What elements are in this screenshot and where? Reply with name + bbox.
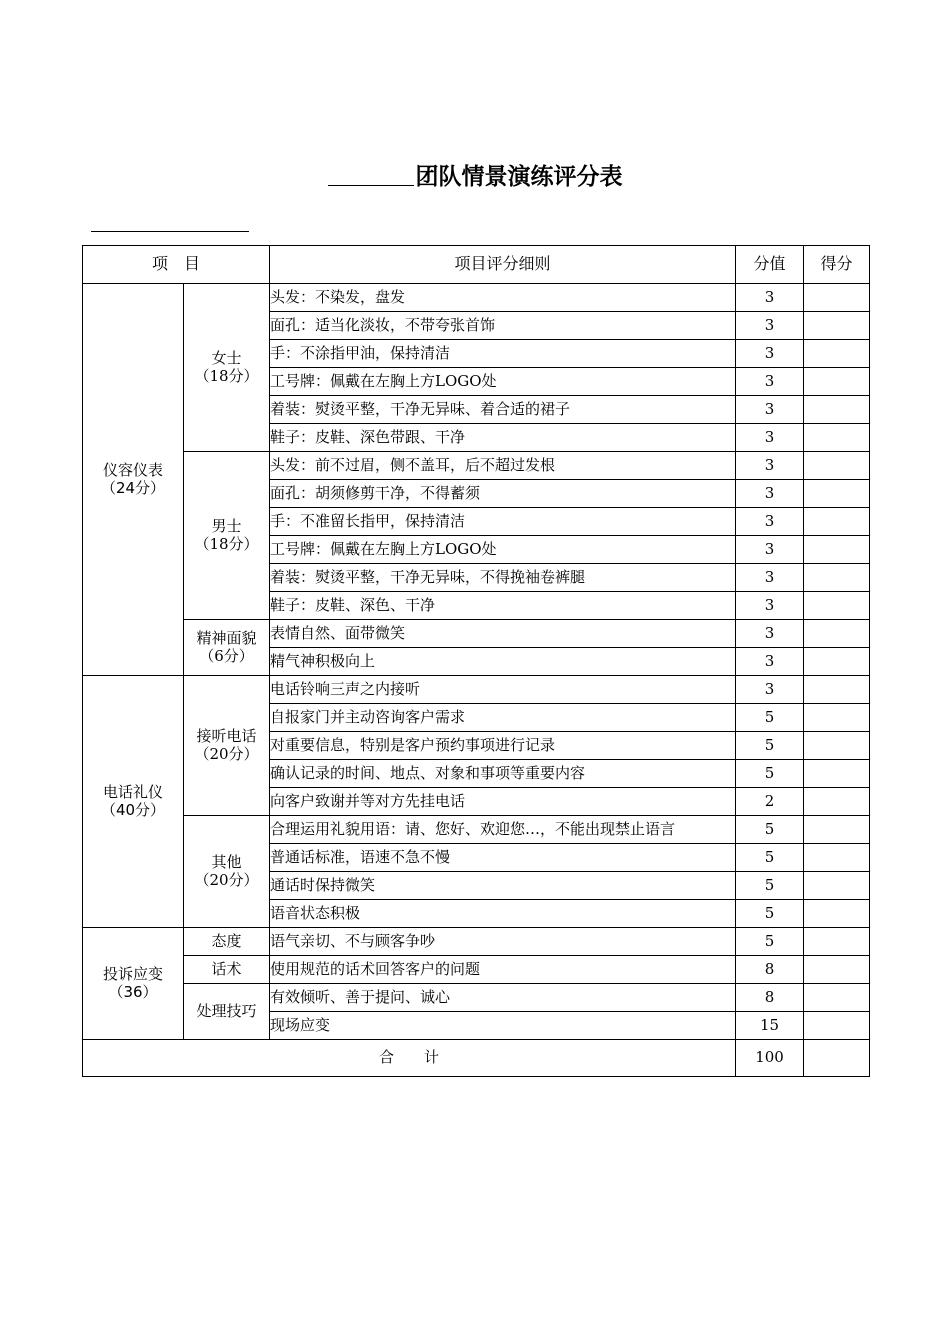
criteria-value: 8 <box>736 984 804 1012</box>
score-entry-cell[interactable] <box>804 452 870 480</box>
total-label: 合 计 <box>83 1040 736 1077</box>
criteria-detail: 有效倾听、善于提问、诚心 <box>270 984 736 1012</box>
subcategory-cell <box>184 984 270 1040</box>
criteria-detail: 鞋子：皮鞋、深色、干净 <box>270 592 736 620</box>
category-points: （40分） <box>100 800 166 819</box>
criteria-detail: 头发：不染发，盘发 <box>270 284 736 312</box>
subcategory-name: 话术 <box>211 959 242 978</box>
criteria-value: 3 <box>736 648 804 676</box>
subcategory-name: 女士 <box>211 349 242 368</box>
table-row <box>83 452 870 480</box>
header-detail: 项目评分细则 <box>270 246 736 284</box>
table-row <box>83 816 870 844</box>
title-text: 团队情景演练评分表 <box>415 164 623 190</box>
score-entry-cell[interactable] <box>804 788 870 816</box>
score-entry-cell[interactable] <box>804 396 870 424</box>
category-cell <box>83 284 184 676</box>
criteria-detail: 面孔：适当化淡妆，不带夸张首饰 <box>270 312 736 340</box>
subcategory-name: 精神面貌 <box>196 629 257 648</box>
criteria-value: 3 <box>736 368 804 396</box>
criteria-detail: 面孔：胡须修剪干净，不得蓄须 <box>270 480 736 508</box>
table-row <box>83 620 870 648</box>
criteria-value: 3 <box>736 508 804 536</box>
criteria-value: 5 <box>736 760 804 788</box>
criteria-value: 3 <box>736 424 804 452</box>
score-entry-cell[interactable] <box>804 340 870 368</box>
score-entry-cell[interactable] <box>804 1012 870 1040</box>
score-entry-cell[interactable] <box>804 844 870 872</box>
table-body <box>83 284 870 1040</box>
score-entry-cell[interactable] <box>804 732 870 760</box>
score-entry-cell[interactable] <box>804 368 870 396</box>
criteria-detail: 现场应变 <box>270 1012 736 1040</box>
subcategory-name: 男士 <box>211 517 242 536</box>
criteria-value: 5 <box>736 732 804 760</box>
criteria-detail: 表情自然、面带微笑 <box>270 620 736 648</box>
criteria-detail: 确认记录的时间、地点、对象和事项等重要内容 <box>270 760 736 788</box>
team-name-blank <box>328 165 414 186</box>
subcategory-cell <box>184 956 270 984</box>
criteria-detail: 电话铃响三声之内接听 <box>270 676 736 704</box>
score-table <box>82 245 870 1077</box>
subcategory-name: 态度 <box>211 931 242 950</box>
criteria-value: 5 <box>736 816 804 844</box>
subcategory-points: （20分） <box>194 744 259 763</box>
score-entry-cell[interactable] <box>804 704 870 732</box>
score-entry-cell[interactable] <box>804 564 870 592</box>
header-value: 分值 <box>736 246 804 284</box>
score-entry-cell[interactable] <box>804 508 870 536</box>
subcategory-points: （6分） <box>199 646 254 665</box>
criteria-value: 3 <box>736 452 804 480</box>
category-cell <box>83 928 184 1040</box>
criteria-detail: 语音状态积极 <box>270 900 736 928</box>
criteria-value: 3 <box>736 592 804 620</box>
table-header-row <box>83 246 870 284</box>
criteria-value: 5 <box>736 900 804 928</box>
criteria-value: 3 <box>736 536 804 564</box>
criteria-detail: 手：不涂指甲油，保持清洁 <box>270 340 736 368</box>
criteria-value: 8 <box>736 956 804 984</box>
criteria-detail: 手：不准留长指甲，保持清洁 <box>270 508 736 536</box>
score-entry-cell[interactable] <box>804 928 870 956</box>
subcategory-cell <box>184 452 270 620</box>
criteria-value: 15 <box>736 1012 804 1040</box>
criteria-value: 3 <box>736 284 804 312</box>
criteria-value: 3 <box>736 340 804 368</box>
subcategory-name: 其他 <box>211 853 242 872</box>
criteria-value: 3 <box>736 620 804 648</box>
criteria-value: 5 <box>736 844 804 872</box>
criteria-detail: 普通话标准，语速不急不慢 <box>270 844 736 872</box>
category-name: 仪容仪表 <box>102 461 163 480</box>
name-underline <box>91 231 249 232</box>
criteria-detail: 合理运用礼貌用语：请、您好、欢迎您…，不能出现禁止语言 <box>270 816 736 844</box>
score-entry-cell[interactable] <box>804 648 870 676</box>
score-entry-cell[interactable] <box>804 620 870 648</box>
table-row <box>83 676 870 704</box>
header-score: 得分 <box>804 246 870 284</box>
subcategory-name: 接听电话 <box>196 727 257 746</box>
criteria-detail: 语气亲切、不与顾客争吵 <box>270 928 736 956</box>
score-entry-cell[interactable] <box>804 592 870 620</box>
category-cell <box>83 676 184 928</box>
table-row <box>83 284 870 312</box>
criteria-detail: 向客户致谢并等对方先挂电话 <box>270 788 736 816</box>
criteria-value: 5 <box>736 872 804 900</box>
score-entry-cell[interactable] <box>804 536 870 564</box>
table-row <box>83 928 870 956</box>
score-entry-cell[interactable] <box>804 816 870 844</box>
criteria-detail: 着装：熨烫平整，干净无异味、着合适的裙子 <box>270 396 736 424</box>
score-entry-cell[interactable] <box>804 984 870 1012</box>
subcategory-cell <box>184 928 270 956</box>
subcategory-cell <box>184 620 270 676</box>
criteria-detail: 使用规范的话术回答客户的问题 <box>270 956 736 984</box>
criteria-detail: 着装：熨烫平整，干净无异味，不得挽袖卷裤腿 <box>270 564 736 592</box>
category-points: （36） <box>108 982 158 1001</box>
subcategory-cell <box>184 676 270 816</box>
criteria-value: 5 <box>736 704 804 732</box>
subcategory-points: （18分） <box>194 534 259 553</box>
score-entry-cell[interactable] <box>804 312 870 340</box>
criteria-value: 3 <box>736 396 804 424</box>
total-row <box>83 1040 870 1077</box>
category-name: 投诉应变 <box>102 965 163 984</box>
score-entry-cell[interactable] <box>804 900 870 928</box>
score-entry-cell[interactable] <box>804 424 870 452</box>
criteria-detail: 工号牌：佩戴在左胸上方LOGO处 <box>270 368 736 396</box>
criteria-detail: 对重要信息，特别是客户预约事项进行记录 <box>270 732 736 760</box>
criteria-detail: 头发：前不过眉，侧不盖耳，后不超过发根 <box>270 452 736 480</box>
criteria-detail: 工号牌：佩戴在左胸上方LOGO处 <box>270 536 736 564</box>
criteria-detail: 精气神积极向上 <box>270 648 736 676</box>
subcategory-points: （20分） <box>194 870 259 889</box>
criteria-value: 3 <box>736 480 804 508</box>
criteria-value: 2 <box>736 788 804 816</box>
table-row <box>83 984 870 1012</box>
table-row <box>83 956 870 984</box>
total-score-cell[interactable] <box>804 1040 870 1077</box>
score-entry-cell[interactable] <box>804 872 870 900</box>
page-title <box>0 158 950 191</box>
category-points: （24分） <box>100 478 166 497</box>
subcategory-cell <box>184 284 270 452</box>
score-entry-cell[interactable] <box>804 956 870 984</box>
header-item: 项 目 <box>83 246 270 284</box>
total-value: 100 <box>736 1040 804 1077</box>
score-entry-cell[interactable] <box>804 480 870 508</box>
criteria-detail: 鞋子：皮鞋、深色带跟、干净 <box>270 424 736 452</box>
criteria-value: 3 <box>736 676 804 704</box>
score-entry-cell[interactable] <box>804 760 870 788</box>
score-entry-cell[interactable] <box>804 676 870 704</box>
criteria-value: 3 <box>736 564 804 592</box>
subcategory-cell <box>184 816 270 928</box>
criteria-detail: 自报家门并主动咨询客户需求 <box>270 704 736 732</box>
criteria-detail: 通话时保持微笑 <box>270 872 736 900</box>
score-entry-cell[interactable] <box>804 284 870 312</box>
category-name: 电话礼仪 <box>102 783 163 802</box>
criteria-value: 3 <box>736 312 804 340</box>
subcategory-points: （18分） <box>194 366 259 385</box>
subcategory-name: 处理技巧 <box>196 1001 257 1020</box>
criteria-value: 5 <box>736 928 804 956</box>
